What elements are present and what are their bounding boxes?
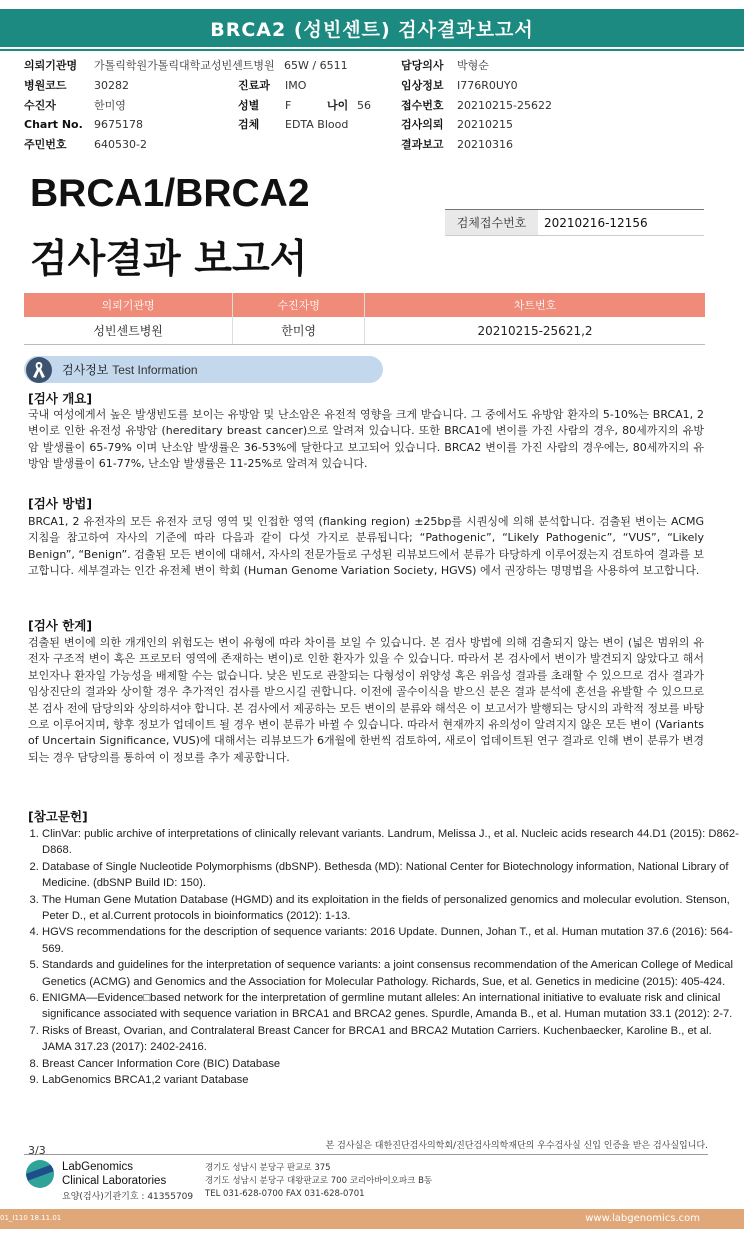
address-line: 경기도 성남시 분당구 대왕판교로 700 코리아바이오파크 B동 (205, 1176, 433, 1186)
website-link[interactable]: www.labgenomics.com (585, 1213, 700, 1224)
lab-code: 요양(검사)기관기호 : 41355709 (62, 1192, 194, 1202)
info-value: 가톨릭학원가톨릭대학교성빈센트병원 (94, 59, 275, 72)
reference-item: 1. ClinVar: public archive of interpretations of clinically relevant variants. Landrum, Melissa J., et al. Nucleic acids research 44.D1 (2015): D862-D868. (42, 826, 742, 859)
info-label: 접수번호 (401, 98, 444, 112)
lab-name-line1: LabGenomics (62, 1161, 133, 1173)
info-value: 한미영 (94, 98, 126, 112)
lab-address (205, 1162, 432, 1201)
info-label: 결과보고 (401, 138, 444, 152)
lab-name-line2: Clinical Laboratories (62, 1175, 167, 1187)
reference-item: 9. LabGenomics BRCA1,2 variant Database (42, 1072, 742, 1088)
test-info-banner (24, 356, 383, 383)
section-text-overview: 국내 여성에게서 높은 발생빈도를 보이는 유방암 및 난소암은 유전적 영향을 크게 받습니다. 그 중에서도 유방암 환자의 5-10%는 BRCA1, 2 변이로 인한 유전성 유방암 (hereditary breast cancer)으로 알려져 있습니다. 또한 BRCA1에 변이를 가진 사람의 경우, 80세까지의 유방암 발생률이 65-79% 이며 난소암 발생률은 36-53%에 달한다고 보고되어 있습니다. BRCA2 변이를 가진 사람의 경우에는, 80세까지의 유방암 발생률이 61-77%, 난소암 발생률은 11-25%로 알려져 있습니다. (28, 408, 704, 471)
patient-table-cell: 20210215-25621,2 (365, 317, 705, 345)
info-value: 20210316 (457, 138, 513, 152)
address-line: 경기도 성남시 분당구 판교로 375 (205, 1163, 331, 1173)
info-label: 병원코드 (24, 78, 67, 92)
info-value: 20210215 (457, 118, 513, 132)
info-label: 검체 (238, 118, 260, 132)
test-info-title: 검사정보 Test Information (62, 363, 198, 377)
info-value: 640530-2 (94, 138, 147, 152)
info-label: 수진자 (24, 98, 56, 112)
info-label: 나이 (327, 98, 349, 112)
ward-value: 65W / 6511 (284, 59, 348, 72)
info-value: 56 (357, 98, 371, 112)
labgenomics-logo-icon (26, 1160, 54, 1188)
section-text-limitations: 검출된 변이에 의한 개개인의 위험도는 변이 유형에 따라 차이를 보일 수 있습니다. 본 검사 방법에 의해 검출되지 않는 변이 (넓은 범위의 유전자 구조적 변이 혹은 프로모터 영역에 존재하는 변이)로 인한 환자가 있을 수 있습니다. 따라서 본 검사에서 변이가 발견되지 않았다고 해서 보인자나 환자일 가능성을 배제할 수는 없습니다. 낮은 빈도로 관찰되는 다형성이 위양성 혹은 위음성 결과를 초래할 수 있으므로 검사 결과가 임상진단의 결과와 상이할 경우 추가적인 검사를 받으시길 권합니다. 이전에 골수이식을 받으신 분은 결과 분석에 혼선을 유발할 수 있으므로 본 검사 전에 담당의와 상의하셔야 합니다. 본 검사에서 제공하는 모든 변이의 분류와 해석은 이 보고서가 발행되는 당시의 과학적 정보를 바탕으로 이루어지며, 향후 정보가 업데이트 될 경우 변이 분류가 바뀔 수 있습니다. 따라서 현재까지 유의성이 알려지지 않은 모든 변이 (Variants of Uncertain Significance, VUS)에 대해서는 리뷰보드가 6개월에 한번씩 검토하여, 새로이 업데이트된 연구 결과로 인해 변이 분류가 변경되는 경우 담당의를 통하여 이 정보를 추가 제공합니다. (28, 636, 704, 764)
form-code: 01_I110 18.11.01 (0, 1214, 62, 1222)
info-value: F (285, 98, 292, 112)
info-mid-block (238, 76, 371, 135)
info-label: 의뢰기관명 (24, 59, 78, 72)
info-value: 9675178 (94, 118, 143, 132)
report-header-bar (0, 9, 744, 47)
accession-value: 20210216-12156 (544, 215, 648, 230)
info-label: 진료과 (238, 78, 270, 92)
info-label: 성별 (238, 98, 260, 112)
patient-table (24, 293, 705, 345)
report-title-line2: 검사결과 보고서 (30, 237, 308, 282)
reference-item: 6. ENIGMA—Evidence□based network for the interpretation of germline mutant alleles: An international initiative to evaluate risk and clinical significance associated with sequence variation in BRCA1 and BRCA2 genes. Spurdle, Amanda B., et al. Human mutation 33.1 (2012): 2-7. (42, 990, 742, 1023)
reference-item: 5. Standards and guidelines for the interpretation of sequence variants: a joint consensus recommendation of the American College of Medical Genetics (ACMG) and Genomics and the Association for Molecular Pathology. Richards, Sue, et al. Genetics in medicine (2015): 405-424. (42, 957, 742, 990)
info-value: 박형순 (457, 59, 489, 72)
section-title-method: [검사 방법] (28, 496, 93, 511)
reference-item: 3. The Human Gene Mutation Database (HGMD) and its exploitation in the fields of personalized genomics and molecular evolution. Stenson, Peter D., et al.Current protocols in bioinformatics (2012): 1-13. (42, 892, 742, 925)
lab-name (62, 1160, 166, 1188)
section-title-references: [참고문헌] (28, 809, 88, 824)
accession-label: 검체접수번호 (445, 210, 538, 235)
header-divider (0, 49, 744, 51)
section-title-overview: [검사 개요] (28, 391, 93, 406)
info-value: IMO (285, 78, 307, 92)
reference-item: 8. Breast Cancer Information Core (BIC) Database (42, 1056, 742, 1072)
patient-table-header: 의뢰기관명 (24, 293, 233, 317)
accession-box (445, 209, 704, 236)
section-text-method: BRCA1, 2 유전자의 모든 유전자 코딩 영역 및 인접한 영역 (flanking region) ±25bp를 시퀀싱에 의해 분석합니다. 검출된 변이는 ACMG 지침을 참고하여 자사의 기준에 따라 다음과 같이 다섯 가지로 분류됩니다; “Pathogenic”, “Likely Pathogenic”, “VUS”, “Likely Benign”, “Benign”. 검출된 모든 변이에 대해서, 자사의 전문가들로 구성된 리뷰보드에서 분류가 타당하게 이루어졌는지 검토하여 결과를 보고합니다. 세부결과는 인간 유전체 변이 학회 (Human Genome Variation Society, HGVS) 에서 권장하는 명명법을 사용하여 보고합니다. (28, 515, 704, 578)
info-label: 검사의뢰 (401, 118, 444, 132)
patient-table-cell: 한미영 (233, 317, 365, 345)
report-title-line1: BRCA1/BRCA2 (30, 172, 310, 215)
info-value: 30282 (94, 78, 129, 92)
info-right-block (401, 56, 552, 155)
section-title-limitations: [검사 한계] (28, 618, 93, 633)
info-label: 주민번호 (24, 138, 67, 152)
info-label: 임상정보 (401, 78, 444, 92)
reference-list (26, 826, 742, 1089)
patient-table-header: 수진자명 (233, 293, 365, 317)
certification-note: 본 검사실은 대한진단검사의학회/진단검사의학재단의 우수검사실 신입 인증을 받은 검사실입니다. (24, 1138, 708, 1155)
awareness-ribbon-icon (26, 357, 52, 383)
patient-table-header: 차트번호 (365, 293, 705, 317)
reference-item: 4. HGVS recommendations for the description of sequence variants: 2016 Update. Dunnen, Johan T., et al. Human mutation 37.6 (2016): 564-569. (42, 924, 742, 957)
info-value: 20210215-25622 (457, 98, 552, 112)
footer-bar (0, 1209, 744, 1229)
phone-line: TEL 031-628-0700 FAX 031-628-0701 (205, 1189, 365, 1199)
info-label: Chart No. (24, 118, 83, 132)
page-number: 3/3 (28, 1144, 46, 1157)
reference-item: 2. Database of Single Nucleotide Polymorphisms (dbSNP). Bethesda (MD): National Center for Biotechnology information, National Library of Medicine. (dbSNP Build ID: 150). (42, 859, 742, 892)
info-label: 담당의사 (401, 59, 444, 72)
patient-table-cell: 성빈센트병원 (24, 317, 233, 345)
reference-item: 7. Risks of Breast, Ovarian, and Contralateral Breast Cancer for BRCA1 and BRCA2 Mutation Carriers. Kuchenbaecker, Karoline B., et al. JAMA 317.23 (2017): 2402-2416. (42, 1023, 742, 1056)
info-value: EDTA Blood (285, 118, 349, 132)
info-value: I776R0UY0 (457, 78, 518, 92)
report-header-title: BRCA2 (성빈센트) 검사결과보고서 (210, 18, 534, 41)
